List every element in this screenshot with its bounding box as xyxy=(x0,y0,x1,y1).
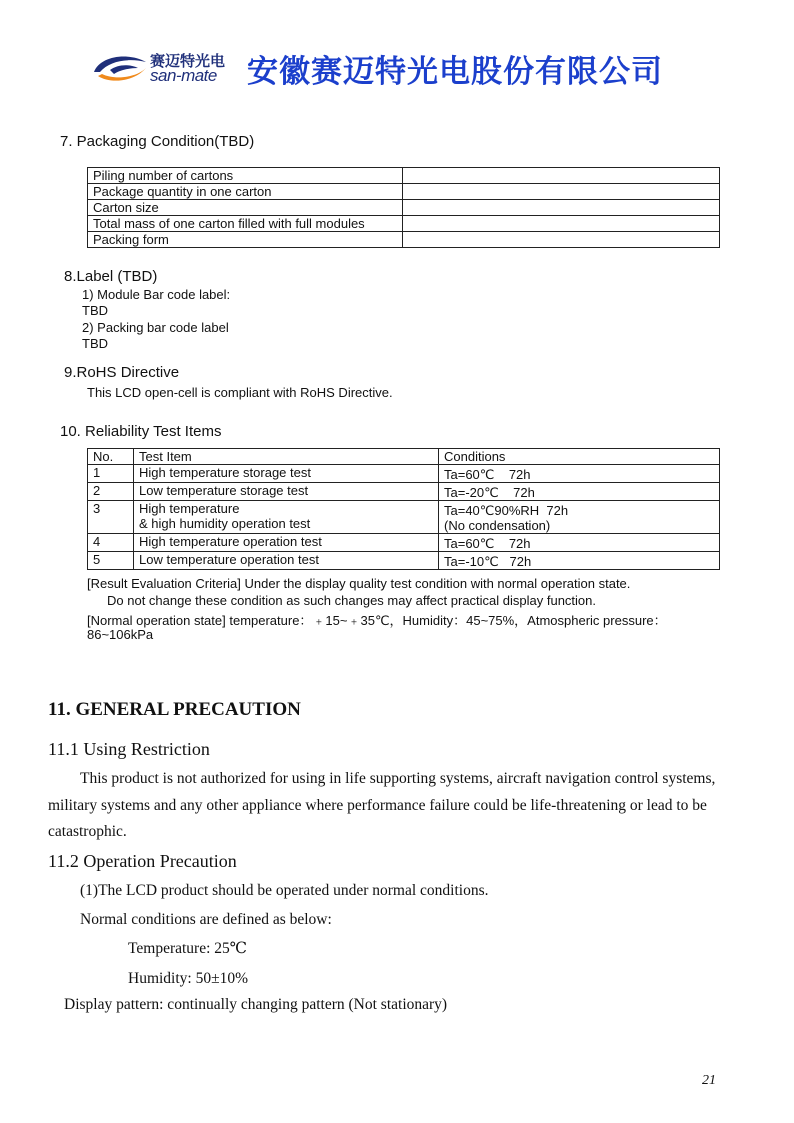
table-header-cell: Conditions xyxy=(439,449,720,465)
precaution-title: 11. GENERAL PRECAUTION xyxy=(48,699,301,720)
table-cell: 5 xyxy=(88,552,134,570)
table-cell: Ta=60℃ 72h xyxy=(439,534,720,552)
table-cell: Carton size xyxy=(88,200,403,216)
table-cell xyxy=(403,200,720,216)
table-cell: Packing form xyxy=(88,232,403,248)
reliability-note-4: 86~106kPa xyxy=(87,627,154,642)
packaging-table xyxy=(87,167,720,248)
reliability-note-2: Do not change these condition as such changes may affect practical display function. xyxy=(107,593,596,608)
using-restriction-line-1: This product is not authorized for using in life supporting systems, aircraft navigation control systems, xyxy=(80,770,716,787)
table-header-cell: Test Item xyxy=(134,449,439,465)
using-restriction-line-3: catastrophic. xyxy=(48,823,127,840)
logo-chinese-text: 赛迈特光电 xyxy=(150,53,226,70)
table-cell: Total mass of one carton filled with full modules xyxy=(88,216,403,232)
operation-humidity: Humidity: 50±10% xyxy=(128,970,249,987)
using-restriction-line-2: military systems and any other appliance where performance failure could be life-threatening or lead to be xyxy=(48,797,707,814)
reliability-table xyxy=(87,448,720,570)
using-restriction-title: 11.1 Using Restriction xyxy=(48,739,210,759)
reliability-note-1: [Result Evaluation Criteria] Under the display quality test condition with normal operation state. xyxy=(87,576,631,591)
table-cell xyxy=(134,501,439,534)
table-cell: 4 xyxy=(88,534,134,552)
label-item-1: 1) Module Bar code label: xyxy=(82,287,231,302)
cell-line: High temperature xyxy=(139,501,240,516)
operation-line-1: (1)The LCD product should be operated under normal conditions. xyxy=(80,882,489,899)
table-row xyxy=(88,534,720,552)
table-cell: Ta=60℃ 72h xyxy=(439,465,720,483)
rohs-title: 9.RoHS Directive xyxy=(64,364,180,381)
table-cell: Ta=-20℃ 72h xyxy=(439,483,720,501)
company-name: 安徽赛迈特光电股份有限公司 xyxy=(247,54,663,89)
operation-line-2: Normal conditions are defined as below: xyxy=(80,911,332,928)
operation-temperature: Temperature: 25℃ xyxy=(128,940,248,957)
table-cell xyxy=(439,501,720,534)
label-item-2-value: TBD xyxy=(82,336,108,351)
reliability-note-3: [Normal operation state] temperature：﹢15~﹢35℃，Humidity：45~75%，Atmospheric pressure： xyxy=(87,613,667,628)
table-row xyxy=(88,552,720,570)
table-row xyxy=(88,168,720,184)
operation-precaution-title: 11.2 Operation Precaution xyxy=(48,851,237,871)
packaging-title: 7. Packaging Condition(TBD) xyxy=(60,133,255,150)
table-row xyxy=(88,184,720,200)
table-cell: High temperature operation test xyxy=(134,534,439,552)
table-row xyxy=(88,483,720,501)
table-cell: High temperature storage test xyxy=(134,465,439,483)
label-item-2: 2) Packing bar code label xyxy=(82,320,229,335)
table-row xyxy=(88,200,720,216)
table-row xyxy=(88,232,720,248)
table-cell xyxy=(403,216,720,232)
table-cell: Package quantity in one carton xyxy=(88,184,403,200)
cell-line: Ta=40℃90%RH 72h xyxy=(444,503,569,518)
reliability-title: 10. Reliability Test Items xyxy=(60,423,222,440)
table-header-row xyxy=(88,449,720,465)
cell-line: (No condensation) xyxy=(444,518,551,533)
cell-line: & high humidity operation test xyxy=(139,516,311,531)
operation-display-pattern: Display pattern: continually changing pattern (Not stationary) xyxy=(64,996,448,1013)
logo-english-text: san-mate xyxy=(150,66,217,85)
table-row xyxy=(88,465,720,483)
table-row xyxy=(88,216,720,232)
table-cell xyxy=(403,184,720,200)
table-cell xyxy=(403,232,720,248)
table-cell: Ta=-10℃ 72h xyxy=(439,552,720,570)
label-title: 8.Label (TBD) xyxy=(64,268,158,285)
table-cell: 1 xyxy=(88,465,134,483)
rohs-text: This LCD open-cell is compliant with RoHS Directive. xyxy=(87,385,393,400)
table-cell: Piling number of cartons xyxy=(88,168,403,184)
table-header-cell: No. xyxy=(88,449,134,465)
page-number: 21 xyxy=(702,1073,716,1088)
table-cell xyxy=(403,168,720,184)
logo-swoosh-icon xyxy=(90,48,150,88)
table-row xyxy=(88,501,720,534)
table-cell: Low temperature storage test xyxy=(134,483,439,501)
table-cell: Low temperature operation test xyxy=(134,552,439,570)
table-cell: 3 xyxy=(88,501,134,534)
table-cell: 2 xyxy=(88,483,134,501)
label-item-1-value: TBD xyxy=(82,303,108,318)
